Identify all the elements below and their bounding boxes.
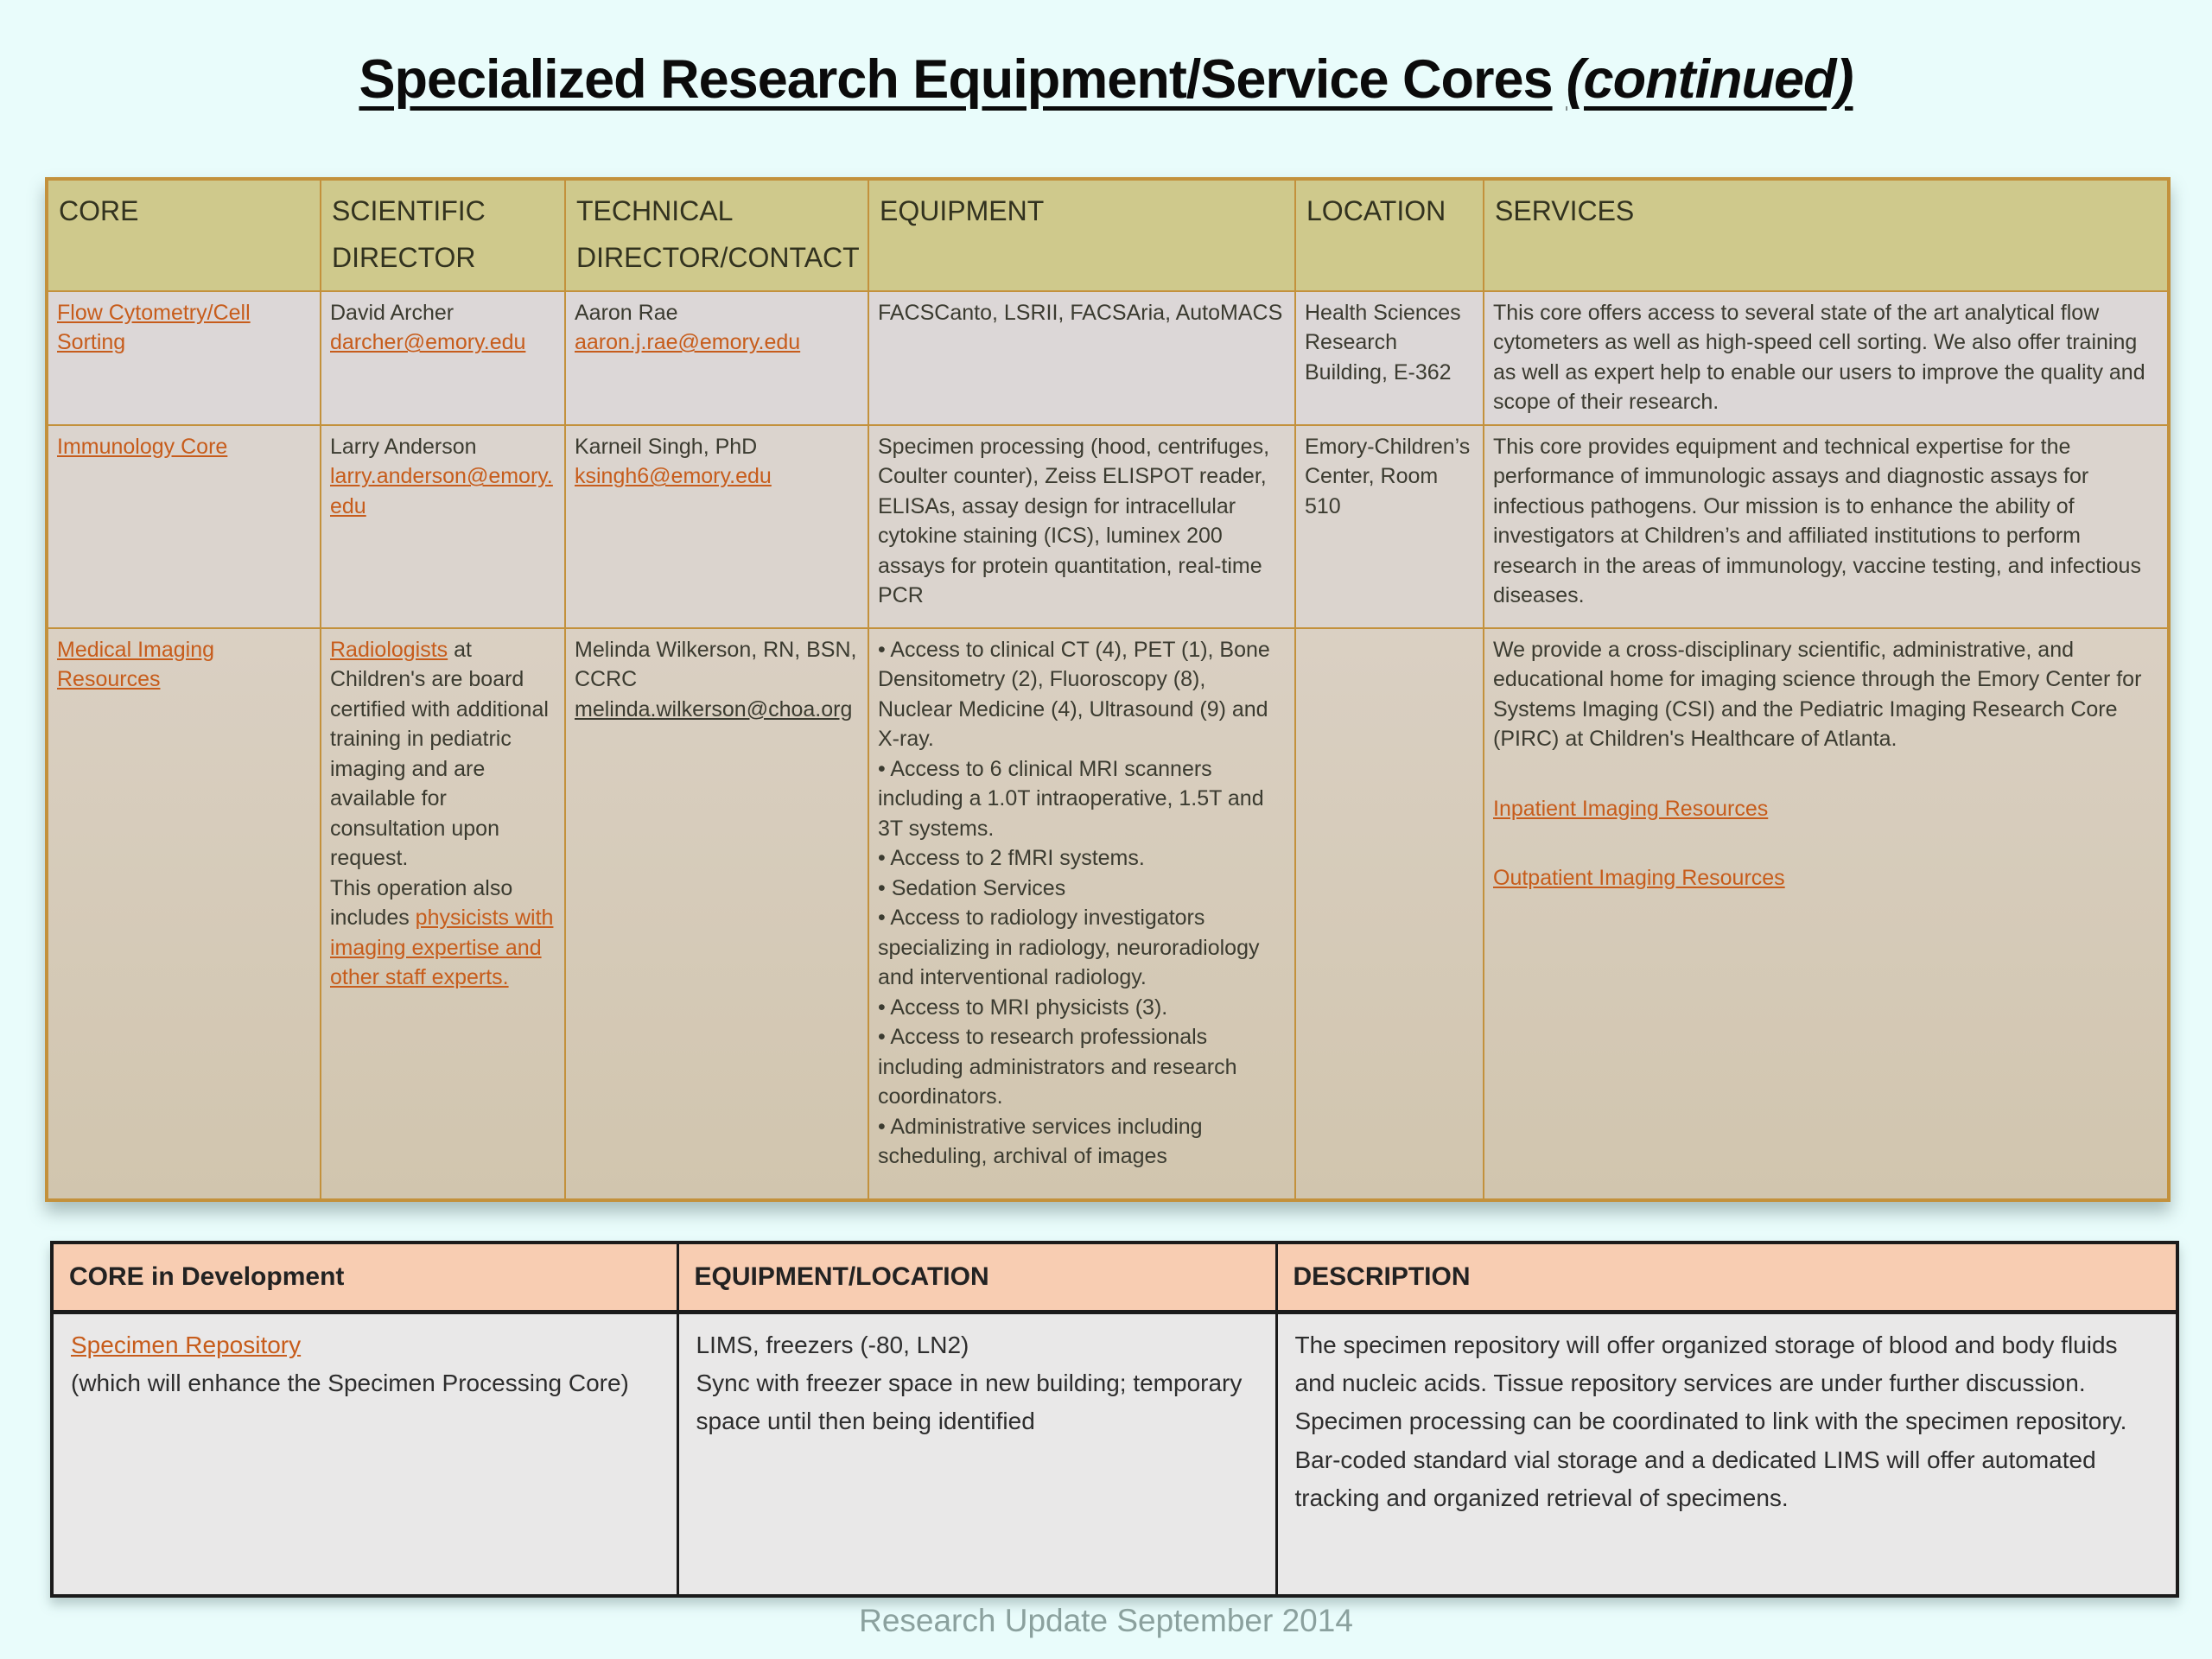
core-cell [47, 425, 321, 628]
contact-name: Melinda Wilkerson, RN, BSN, CCRC [575, 637, 857, 692]
description-cell: The specimen repository will offer organized storage of blood and body fluids and nucleic acids. Tissue repository services are under further discussion. Specimen processing can be coordinated to link with the specimen repository. Bar-coded standard vial storage and a dedicated LIMS will offer automated tracking and organized retrieval of specimens. [1276, 1313, 2177, 1597]
services-text: We provide a cross-disciplinary scientific, administrative, and educational home for imaging science through the Emory Center for Systems Imaging (CSI) and the Pediatric Imaging Research Core (PIRC) at Children's Healthcare of Atlanta. [1493, 637, 2142, 752]
header-technical-director: TECHNICAL DIRECTOR/CONTACT [565, 179, 868, 291]
technical-director-cell [565, 425, 868, 628]
header-core-in-development: CORE in Development [52, 1243, 677, 1313]
scientific-director-cell [321, 291, 565, 425]
email-link[interactable]: aaron.j.rae@emory.edu [575, 330, 801, 355]
radiologists-link[interactable]: Radiologists [330, 637, 448, 662]
equipment-bullet: • Access to radiology investigators specializing in radiology, neuroradiology and interventional radiology. [878, 906, 1260, 990]
email-link[interactable]: melinda.wilkerson@choa.org [575, 696, 853, 721]
table-row-medical-imaging [47, 628, 2169, 1200]
contact-name: Karneil Singh, PhD [575, 434, 758, 459]
header-services: SERVICES [1484, 179, 2169, 291]
table-row-immunology [47, 425, 2169, 628]
equipment-bullet: • Access to 6 clinical MRI scanners including a 1.0T intraoperative, 1.5T and 3T systems. [878, 756, 1264, 841]
table-row-flow-cytometry [47, 291, 2169, 425]
inpatient-imaging-link[interactable]: Inpatient Imaging Resources [1493, 796, 1769, 821]
header-description: DESCRIPTION [1276, 1243, 2177, 1313]
main-cores-table [45, 177, 2171, 1202]
equipment-line: LIMS, freezers (-80, LN2) [696, 1332, 969, 1358]
equipment-bullet: • Access to clinical CT (4), PET (1), Bone Densitometry (2), Fluoroscopy (8), Nuclear Medicine (4), Ultrasound (9) and X-ray. [878, 637, 1270, 752]
technical-director-cell [565, 291, 868, 425]
location-cell: Health Sciences Research Building, E-362 [1295, 291, 1484, 425]
outpatient-imaging-link[interactable]: Outpatient Imaging Resources [1493, 866, 1785, 891]
equipment-line: Sync with freezer space in new building; temporary space until then being identified [696, 1370, 1243, 1435]
header-location: LOCATION [1295, 179, 1484, 291]
equipment-cell: FACSCanto, LSRII, FACSAria, AutoMACS [868, 291, 1295, 425]
main-table-header-row [47, 179, 2169, 291]
director-text: at Children's are board certified with additional training in pediatric imaging and are available for consultation upon request. [330, 637, 549, 871]
email-link[interactable]: darcher@emory.edu [330, 330, 526, 355]
immunology-core-link[interactable]: Immunology Core [57, 434, 228, 459]
core-in-development-table [50, 1241, 2179, 1598]
physicists-link[interactable]: physicists with imaging expertise and other staff experts. [330, 906, 554, 990]
medical-imaging-link[interactable]: Medical Imaging Resources [57, 637, 215, 692]
core-cell [52, 1313, 677, 1597]
contact-name: Aaron Rae [575, 300, 678, 325]
director-text: This operation also includes [330, 875, 513, 931]
core-cell [47, 291, 321, 425]
scientific-director-cell [321, 628, 565, 1200]
equipment-bullet: • Administrative services including scheduling, archival of images [878, 1114, 1203, 1169]
director-name: David Archer [330, 300, 454, 325]
header-equipment: EQUIPMENT [868, 179, 1295, 291]
equipment-location-cell [677, 1313, 1276, 1597]
specimen-repository-link[interactable]: Specimen Repository [71, 1332, 302, 1358]
table-row-specimen-repository [52, 1313, 2177, 1597]
technical-director-cell [565, 628, 868, 1200]
page-title-main: Specialized Research Equipment/Service Cores [359, 49, 1553, 111]
dev-table-header-row [52, 1243, 2177, 1313]
equipment-bullet: • Sedation Services [878, 875, 1066, 900]
email-link[interactable]: larry.anderson@emory.edu [330, 464, 553, 518]
location-cell [1295, 628, 1484, 1200]
core-cell [47, 628, 321, 1200]
header-equipment-location: EQUIPMENT/LOCATION [677, 1243, 1276, 1313]
scientific-director-cell [321, 425, 565, 628]
email-link[interactable]: ksingh6@emory.edu [575, 464, 772, 489]
page-title [0, 48, 2212, 111]
director-name: Larry Anderson [330, 434, 477, 459]
equipment-cell [868, 628, 1295, 1200]
slide-footer: Research Update September 2014 [859, 1603, 1353, 1638]
equipment-bullet: • Access to MRI physicists (3). [878, 995, 1168, 1020]
equipment-cell: Specimen processing (hood, centrifuges, Coulter counter), Zeiss ELISPOT reader, ELISAs, assay design for intracellular cytokine staining (ICS), luminex 200 assays for protein quantitation, real-time PCR [868, 425, 1295, 628]
header-core: CORE [47, 179, 321, 291]
services-cell: This core provides equipment and technical expertise for the performance of immunologic assays and diagnostic assays for infectious pathogens. Our mission is to enhance the ability of investigators at Children’s and affiliated institutions to perform research in the areas of immunology, vaccine testing, and infectious diseases. [1484, 425, 2169, 628]
services-cell [1484, 628, 2169, 1200]
page-title-continued: (continued) [1566, 49, 1853, 111]
header-scientific-director: SCIENTIFIC DIRECTOR [321, 179, 565, 291]
equipment-bullet: • Access to 2 fMRI systems. [878, 846, 1145, 871]
services-cell: This core offers access to several state of the art analytical flow cytometers as well as high-speed cell sorting. We also offer training as well as expert help to enable our users to improve the quality and scope of their research. [1484, 291, 2169, 425]
core-note: (which will enhance the Specimen Processing Core) [71, 1370, 629, 1397]
equipment-bullet: • Access to research professionals including administrators and research coordinators. [878, 1025, 1237, 1109]
flow-cytometry-link[interactable]: Flow Cytometry/Cell Sorting [57, 300, 251, 355]
location-cell: Emory-Children’s Center, Room 510 [1295, 425, 1484, 628]
